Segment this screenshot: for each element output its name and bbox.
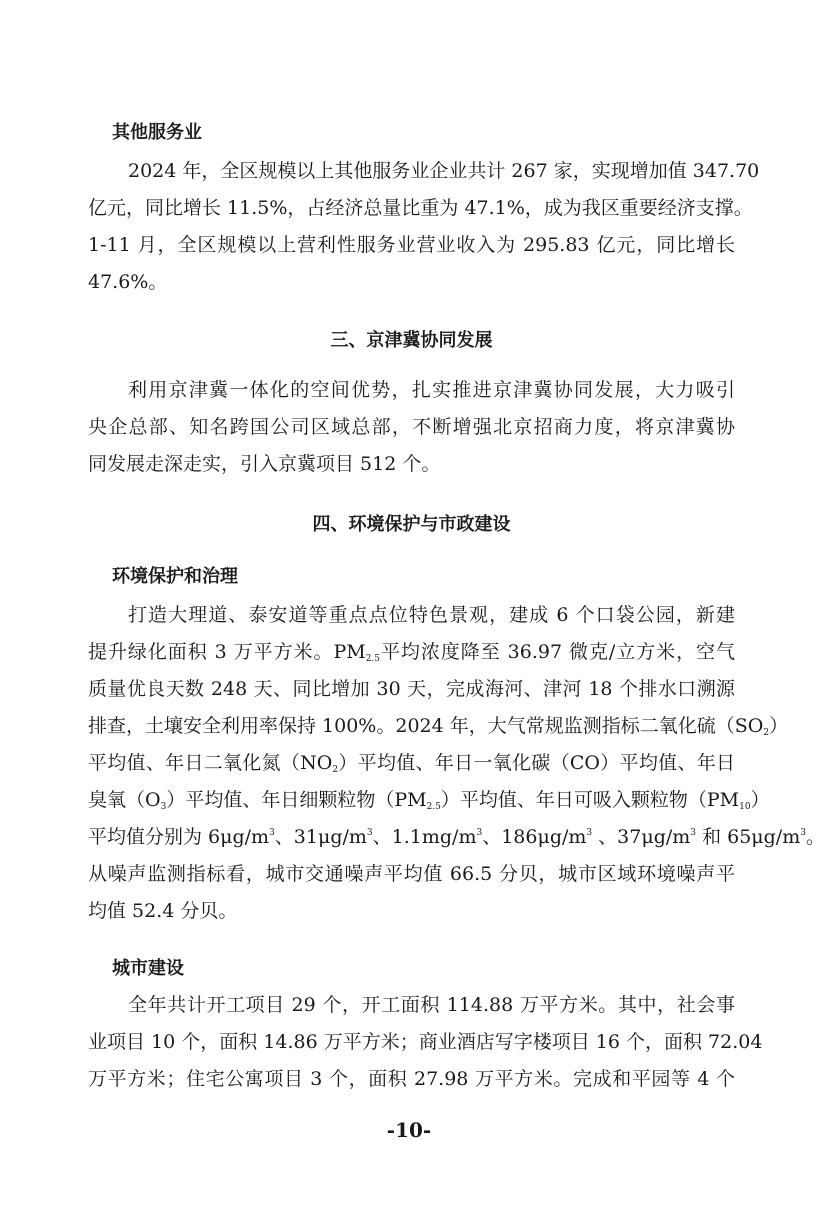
text-line [88,782,770,819]
heading-environment: 四、环境保护与市政建设 [312,514,511,535]
text-run: 平均值、年日二氧化氮（NO [88,752,333,774]
superscript: 3 [690,828,697,838]
subscript: 2.5 [426,802,441,812]
text-run: 排查，土壤安全利用率保持 100%。2024 年，大气常规监测指标二氧化硫（SO [88,715,764,737]
paragraph-jjj [88,372,735,483]
text-line: 亿元，同比增长 11.5%，占经济总量比重为 47.1%，成为我区重要经济支撑。 [88,197,753,219]
text-line: 央企总部、知名跨国公司区域总部，不断增强北京招商力度，将京津冀协 [88,416,735,438]
text-run: 平均值分别为 6μg/m [88,826,270,848]
subscript: 2 [332,765,339,775]
text-run: ）平均值、年日可吸入颗粒物（PM [440,789,740,811]
superscript: 3 [269,828,275,838]
text-run: 平均浓度降至 36.97 微克/立方米，空气 [380,641,735,663]
text-line: 均值 52.4 分贝。 [88,900,238,922]
subscript: 2.5 [365,654,381,664]
text-line: 同发展走深走实，引入京冀项目 512 个。 [88,453,441,475]
text-run: 、186μg/m [482,826,587,848]
page-number: -10- [386,1118,432,1142]
text-run: 、31μg/m [274,826,367,848]
text-run: 臭氧（O [88,789,161,811]
text-line: 47.6%。 [88,271,168,293]
text-run: ） [769,715,789,737]
paragraph-city-construction [88,987,763,1098]
subscript: 3 [160,802,167,812]
text-run: 。 [805,826,825,848]
text-line [88,745,735,782]
text-line [88,708,789,745]
heading-environment-protection: 环境保护和治理 [112,566,238,587]
text-line: 业项目 10 个，面积 14.86 万平方米；商业酒店写字楼项目 16 个，面积 72.04 [88,1031,763,1053]
text-line: 质量优良天数 248 天、同比增加 30 天，完成海河、津河 18 个排水口溯源 [88,678,735,700]
heading-jjj: 三、京津冀协同发展 [330,330,493,351]
text-run: 和 65μg/m [696,826,801,848]
text-run: ）平均值、年日一氧化碳（CO）平均值、年日 [338,752,735,774]
heading-other-services: 其他服务业 [112,122,202,143]
text-run: 提升绿化面积 3 万平方米。PM [88,641,366,663]
text-run: ） [750,789,770,811]
text-run: ）平均值、年日细颗粒物（PM [166,789,427,811]
text-run: 、37μg/m [592,826,691,848]
text-line: 利用京津冀一体化的空间优势，扎实推进京津冀协同发展，大力吸引 [128,379,735,401]
text-line [88,634,735,671]
text-line: 万平方米；住宅公寓项目 3 个，面积 27.98 万平方米。完成和平园等 4 个 [88,1068,735,1090]
subscript: 10 [739,802,751,812]
text-line: 从噪声监测指标看，城市交通噪声平均值 66.5 分贝，城市区域环境噪声平 [88,863,735,885]
text-run: 、1.1mg/m [372,826,477,848]
text-line: 1-11 月，全区规模以上营利性服务业营业收入为 295.83 亿元，同比增长 [88,234,735,256]
text-line: 2024 年，全区规模以上其他服务业企业共计 267 家，实现增加值 347.70 [128,160,760,182]
superscript: 3 [586,828,593,838]
text-line: 打造大理道、泰安道等重点点位特色景观，建成 6 个口袋公园，新建 [128,604,735,626]
subscript: 2 [763,728,770,738]
paragraph-other-services [88,153,760,301]
heading-city-construction: 城市建设 [112,958,184,979]
superscript: 3 [800,828,806,838]
superscript: 3 [366,828,373,838]
text-line: 全年共计开工项目 29 个，开工面积 114.88 万平方米。其中，社会事 [128,994,735,1016]
superscript: 3 [476,828,483,838]
